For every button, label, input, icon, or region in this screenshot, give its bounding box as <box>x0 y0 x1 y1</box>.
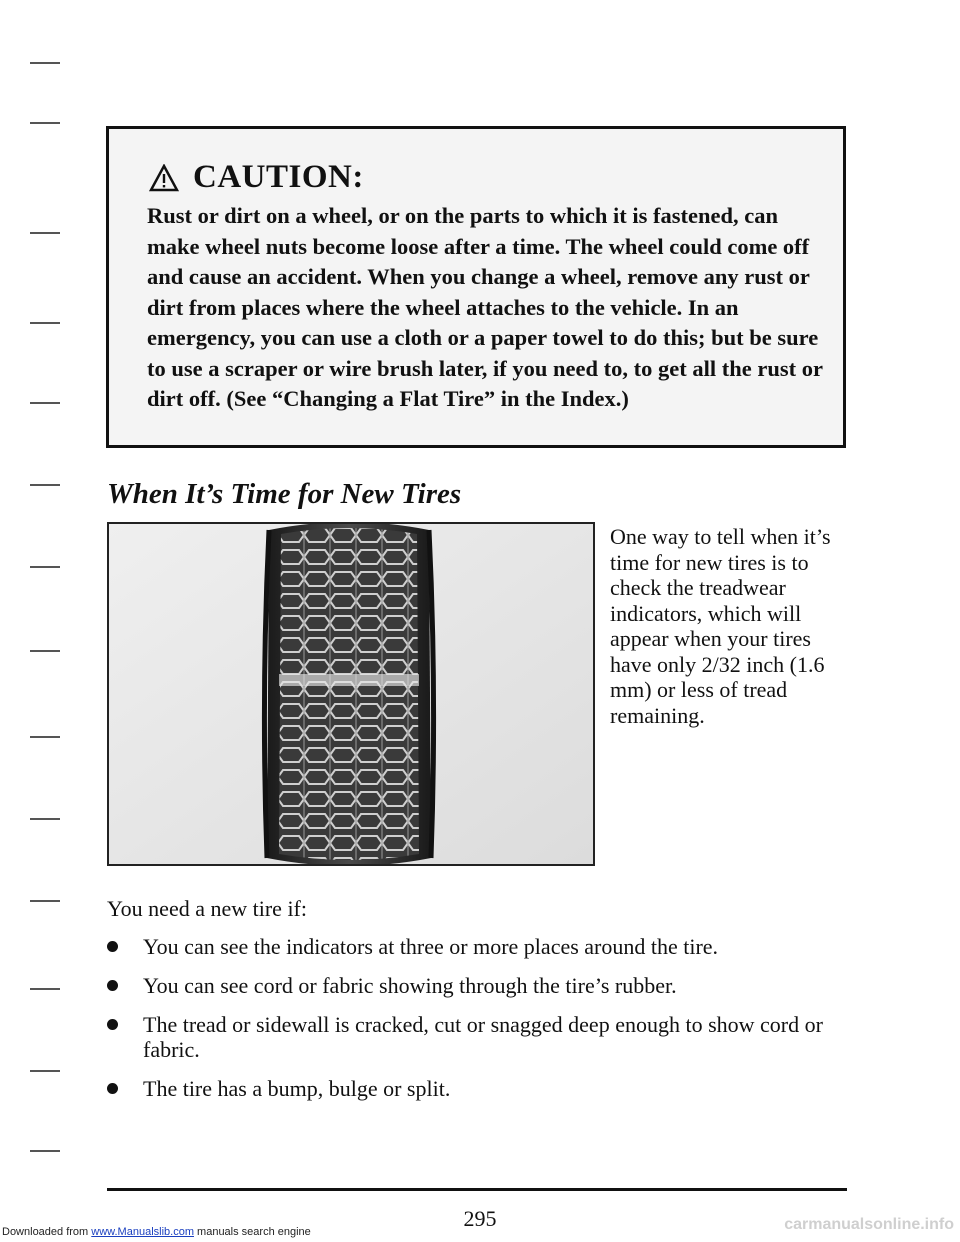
list-item-text: You can see the indicators at three or more places around the tire. <box>143 934 719 959</box>
margin-tick <box>30 402 60 404</box>
margin-tick <box>30 1150 60 1152</box>
list-item <box>107 934 847 959</box>
caution-box <box>106 126 846 448</box>
section-heading: When It’s Time for New Tires <box>107 478 462 510</box>
page-number: 295 <box>463 1206 497 1231</box>
list-item <box>107 1012 847 1062</box>
list-item-text: The tread or sidewall is cracked, cut or snagged deep enough to show cord or fabric. <box>143 1012 823 1062</box>
margin-tick <box>30 900 60 902</box>
margin-tick <box>30 1070 60 1072</box>
warning-triangle-icon <box>149 164 179 192</box>
bullet-icon <box>107 980 118 991</box>
caution-title: CAUTION: <box>193 159 364 195</box>
list-item <box>107 1076 847 1101</box>
bullet-intro: You need a new tire if: <box>107 896 307 921</box>
margin-tick <box>30 566 60 568</box>
download-watermark <box>2 1226 311 1238</box>
margin-tick <box>30 736 60 738</box>
margin-tick <box>30 988 60 990</box>
site-watermark: carmanualsonline.info <box>784 1216 954 1233</box>
margin-tick <box>30 62 60 64</box>
margin-tick <box>30 650 60 652</box>
caution-header <box>149 159 364 196</box>
manualslib-link[interactable]: www.Manualslib.com <box>91 1226 194 1238</box>
margin-tick <box>30 232 60 234</box>
margin-tick <box>30 322 60 324</box>
list-item-text: You can see cord or fabric showing through the tire’s rubber. <box>143 973 677 998</box>
bullet-icon <box>107 1019 118 1030</box>
bullet-icon <box>107 941 118 952</box>
margin-tick <box>30 818 60 820</box>
watermark-suffix: manuals search engine <box>193 1226 311 1238</box>
replacement-criteria-list <box>107 934 847 1115</box>
caution-text: Rust or dirt on a wheel, or on the parts to which it is fastened, can make wheel nuts become loose after a time. The wheel could come off and cause an accident. When you change a wheel, remove any rust or dirt from places where the wheel attaches to the vehicle. In an emergency, you can use a cloth or a paper towel to do this; but be sure to use a scraper or wire brush later, if you need to, to get all the rust or dirt off. (See “Changing a Flat Tire” in the Index.) <box>147 203 823 411</box>
footer-rule <box>107 1188 847 1191</box>
watermark-prefix: Downloaded from <box>2 1226 92 1238</box>
tire-image <box>107 522 595 866</box>
treadwear-description: One way to tell when it’s time for new tires is to check the treadwear indicators, which will appear when your tires have only 2/32 inch (1.6 mm) or less of tread remaining. <box>610 524 831 728</box>
margin-ticks <box>0 0 60 1242</box>
list-item <box>107 973 847 998</box>
margin-tick <box>30 122 60 124</box>
list-item-text: The tire has a bump, bulge or split. <box>143 1076 451 1101</box>
bullet-icon <box>107 1083 118 1094</box>
margin-tick <box>30 484 60 486</box>
